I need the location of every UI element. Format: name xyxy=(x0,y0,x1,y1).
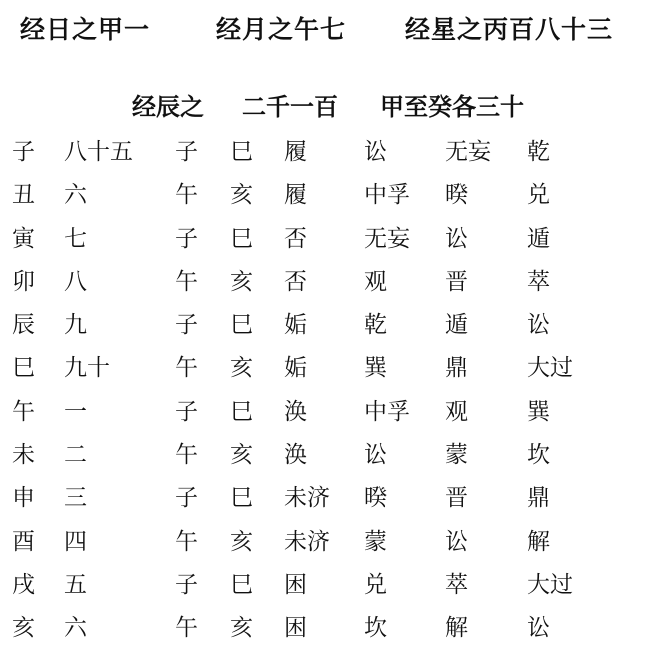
cell-branch: 寅 xyxy=(12,225,35,252)
cell-hexagram-4: 乾 xyxy=(527,139,550,165)
cell-hexagram-3: 鼎 xyxy=(445,355,468,382)
cell-number: 八十五 xyxy=(64,139,133,165)
table-row xyxy=(0,482,650,525)
cell-hexagram-1: 姤 xyxy=(284,355,307,382)
cell-hexagram-3: 讼 xyxy=(445,528,468,555)
cell-hexagram-2: 巽 xyxy=(364,355,387,382)
header-month: 经月之午七 xyxy=(216,15,347,44)
cell-branch-3: 亥 xyxy=(230,615,253,642)
cell-hexagram-2: 兑 xyxy=(364,571,387,598)
cell-branch-3: 巳 xyxy=(230,312,253,339)
cell-hexagram-4: 解 xyxy=(527,528,550,555)
cell-hexagram-2: 中孚 xyxy=(364,182,410,209)
cell-branch: 亥 xyxy=(12,615,35,642)
cell-hexagram-1: 涣 xyxy=(284,442,307,469)
cell-hexagram-2: 乾 xyxy=(364,312,387,339)
cell-branch-2: 子 xyxy=(175,485,198,512)
cell-hexagram-2: 无妄 xyxy=(364,225,410,252)
cell-hexagram-4: 遁 xyxy=(527,225,550,252)
table-row xyxy=(0,352,650,395)
cell-branch-2: 午 xyxy=(175,442,198,469)
cell-branch-2: 子 xyxy=(175,225,198,252)
cell-branch: 巳 xyxy=(12,355,35,382)
cell-hexagram-3: 讼 xyxy=(445,225,468,252)
cell-branch-2: 子 xyxy=(175,139,198,165)
cell-branch-2: 午 xyxy=(175,268,198,295)
cell-number: 九十 xyxy=(64,355,110,382)
table-row xyxy=(0,439,650,482)
cell-hexagram-2: 讼 xyxy=(364,442,387,469)
cell-branch: 申 xyxy=(12,485,35,512)
cell-branch: 酉 xyxy=(12,528,35,555)
cell-hexagram-2: 暌 xyxy=(364,485,387,512)
cell-hexagram-2: 观 xyxy=(364,268,387,295)
cell-branch-2: 子 xyxy=(175,312,198,339)
cell-hexagram-2: 中孚 xyxy=(364,398,410,425)
table-row xyxy=(0,266,650,309)
table-row xyxy=(0,136,650,179)
cell-branch-3: 亥 xyxy=(230,182,253,209)
cell-hexagram-1: 困 xyxy=(284,571,307,598)
cell-number: 八 xyxy=(64,268,87,295)
cell-branch-2: 子 xyxy=(175,571,198,598)
cell-branch-3: 亥 xyxy=(230,442,253,469)
cell-branch-3: 巳 xyxy=(230,398,253,425)
cell-hexagram-4: 鼎 xyxy=(527,485,550,512)
cell-hexagram-4: 讼 xyxy=(527,615,550,642)
cell-hexagram-3: 解 xyxy=(445,615,468,642)
table-row xyxy=(0,612,650,655)
cell-hexagram-1: 姤 xyxy=(284,312,307,339)
cell-hexagram-2: 蒙 xyxy=(364,528,387,555)
hexagram-table xyxy=(0,136,650,656)
cell-hexagram-2: 讼 xyxy=(364,139,387,165)
cell-branch: 子 xyxy=(12,139,35,165)
cell-number: 一 xyxy=(64,398,87,425)
cell-branch-3: 巳 xyxy=(230,139,253,165)
cell-hexagram-3: 观 xyxy=(445,398,468,425)
cell-branch: 戌 xyxy=(12,571,35,598)
cell-branch: 午 xyxy=(12,398,35,425)
cell-branch-2: 午 xyxy=(175,528,198,555)
cell-hexagram-4: 萃 xyxy=(527,268,550,295)
cell-hexagram-1: 困 xyxy=(284,615,307,642)
table-row xyxy=(0,223,650,266)
cell-branch: 辰 xyxy=(12,312,35,339)
table-row xyxy=(0,526,650,569)
subheader-chen: 经辰之 xyxy=(132,92,204,121)
cell-hexagram-1: 否 xyxy=(284,225,307,252)
header-day: 经日之甲一 xyxy=(20,15,151,44)
cell-number: 六 xyxy=(64,182,87,209)
cell-hexagram-3: 萃 xyxy=(445,571,468,598)
cell-hexagram-3: 暌 xyxy=(445,182,468,209)
cell-branch-3: 亥 xyxy=(230,355,253,382)
cell-hexagram-1: 履 xyxy=(284,182,307,209)
cell-number: 五 xyxy=(64,571,87,598)
cell-branch: 丑 xyxy=(12,182,35,209)
cell-branch-2: 子 xyxy=(175,398,198,425)
cell-hexagram-4: 兑 xyxy=(527,182,550,209)
section-heading xyxy=(132,87,602,119)
cell-hexagram-1: 未济 xyxy=(284,528,330,555)
cell-hexagram-4: 巽 xyxy=(527,398,550,425)
cell-hexagram-4: 坎 xyxy=(527,442,550,469)
cell-hexagram-4: 大过 xyxy=(527,355,573,382)
cell-hexagram-1: 否 xyxy=(284,268,307,295)
cell-number: 二 xyxy=(64,442,87,469)
cell-branch-3: 巳 xyxy=(230,225,253,252)
table-row xyxy=(0,569,650,612)
table-row xyxy=(0,396,650,439)
cell-number: 四 xyxy=(64,528,87,555)
cell-branch-2: 午 xyxy=(175,615,198,642)
subheader-range: 甲至癸各三十 xyxy=(380,92,524,121)
cell-hexagram-3: 无妄 xyxy=(445,139,491,165)
cell-hexagram-3: 蒙 xyxy=(445,442,468,469)
cell-hexagram-4: 讼 xyxy=(527,312,550,339)
subheader-count: 二千一百 xyxy=(242,92,338,121)
cell-hexagram-3: 晋 xyxy=(445,268,468,295)
cell-hexagram-3: 晋 xyxy=(445,485,468,512)
cell-hexagram-1: 涣 xyxy=(284,398,307,425)
cell-branch-3: 巳 xyxy=(230,571,253,598)
cell-hexagram-3: 遁 xyxy=(445,312,468,339)
cell-hexagram-2: 坎 xyxy=(364,615,387,642)
header-star: 经星之丙百八十三 xyxy=(405,15,614,44)
cell-hexagram-4: 大过 xyxy=(527,571,573,598)
table-row xyxy=(0,309,650,352)
cell-number: 六 xyxy=(64,615,87,642)
cell-branch-2: 午 xyxy=(175,355,198,382)
cell-number: 三 xyxy=(64,485,87,512)
page-header xyxy=(20,10,650,44)
cell-number: 七 xyxy=(64,225,87,252)
table-row xyxy=(0,179,650,222)
cell-number: 九 xyxy=(64,312,87,339)
cell-branch-3: 亥 xyxy=(230,528,253,555)
cell-branch: 未 xyxy=(12,442,35,469)
cell-branch-3: 巳 xyxy=(230,485,253,512)
cell-hexagram-1: 履 xyxy=(284,139,307,165)
cell-branch-2: 午 xyxy=(175,182,198,209)
cell-branch: 卯 xyxy=(12,268,35,295)
cell-branch-3: 亥 xyxy=(230,268,253,295)
cell-hexagram-1: 未济 xyxy=(284,485,330,512)
